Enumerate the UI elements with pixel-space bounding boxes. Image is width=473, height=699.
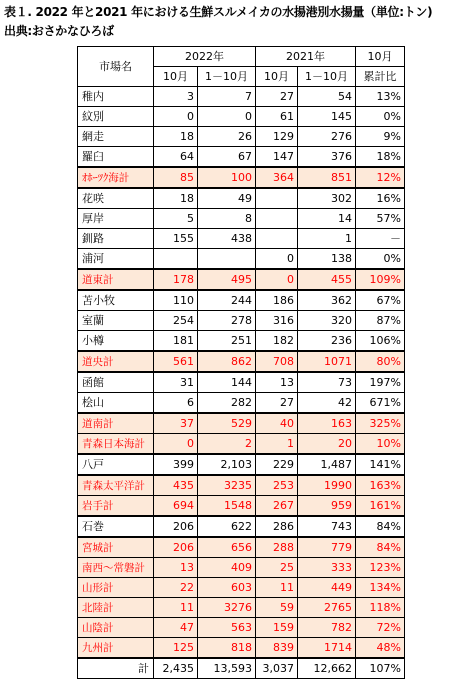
- ratio-cell: 57%: [356, 209, 405, 229]
- cum-2021-cell: 362: [298, 290, 356, 311]
- oct-2021-header: 10月: [256, 67, 298, 87]
- oct-2021-cell: 0: [256, 249, 298, 270]
- market-name-cell: 石巻: [78, 516, 154, 537]
- market-name-cell: 九州計: [78, 638, 154, 659]
- oct-2021-cell: 13: [256, 372, 298, 393]
- oct-2022-cell: 22: [154, 578, 198, 598]
- cum-2022-cell: 438: [198, 229, 256, 249]
- oct-2021-cell: 27: [256, 87, 298, 107]
- ratio-cell: 134%: [356, 578, 405, 598]
- oct-2021-cell: 316: [256, 311, 298, 331]
- source-note: 出典:おさかなひろば: [4, 24, 114, 38]
- cum-2021-cell: 145: [298, 107, 356, 127]
- oct-2021-cell: 27: [256, 393, 298, 414]
- oct-2022-cell: 6: [154, 393, 198, 414]
- cum-2022-cell: 282: [198, 393, 256, 414]
- cum-2022-cell: 862: [198, 351, 256, 372]
- cum-2022-cell: 622: [198, 516, 256, 537]
- cum-2022-cell: 2,103: [198, 454, 256, 475]
- cum-2021-cell: 743: [298, 516, 356, 537]
- october-ratio-header: 10月: [356, 47, 405, 67]
- table-row: [78, 372, 405, 393]
- oct-2021-cell: 61: [256, 107, 298, 127]
- ratio-cell: 141%: [356, 454, 405, 475]
- ratio-cell: 18%: [356, 147, 405, 168]
- subtotal-row: [78, 578, 405, 598]
- ratio-cell: 80%: [356, 351, 405, 372]
- oct-2022-cell: 18: [154, 127, 198, 147]
- table-row: [78, 454, 405, 475]
- cum-2021-cell: 163: [298, 413, 356, 434]
- cum-2021-cell: 449: [298, 578, 356, 598]
- market-name-cell: 網走: [78, 127, 154, 147]
- oct-2022-cell: 5: [154, 209, 198, 229]
- ratio-cell: 13%: [356, 87, 405, 107]
- market-name-cell: 道央計: [78, 351, 154, 372]
- cum-2021-cell: 779: [298, 537, 356, 558]
- cum-2022-cell: 244: [198, 290, 256, 311]
- oct-2021-cell: 159: [256, 618, 298, 638]
- ratio-cell: －: [356, 229, 405, 249]
- oct-2022-cell: 31: [154, 372, 198, 393]
- oct-2022-cell: 3: [154, 87, 198, 107]
- cum-2021-cell: 42: [298, 393, 356, 414]
- ratio-cell: 325%: [356, 413, 405, 434]
- table-row: [78, 516, 405, 537]
- cum-2021-cell: 455: [298, 269, 356, 290]
- table-row: [78, 290, 405, 311]
- oct-2021-cell: 229: [256, 454, 298, 475]
- market-name-cell: 北陸計: [78, 598, 154, 618]
- oct-2021-cell: 182: [256, 331, 298, 352]
- oct-2022-cell: 435: [154, 475, 198, 496]
- market-name-cell: ｵﾎｰﾂｸ海計: [78, 167, 154, 188]
- market-name-cell: 山形計: [78, 578, 154, 598]
- market-name-cell: 室蘭: [78, 311, 154, 331]
- ratio-cell: 0%: [356, 249, 405, 270]
- table-row: [78, 87, 405, 107]
- oct-2022-cell: 254: [154, 311, 198, 331]
- ratio-cell: 16%: [356, 188, 405, 209]
- subtotal-row: [78, 167, 405, 188]
- cum-2022-cell: 144: [198, 372, 256, 393]
- ratio-cell: 84%: [356, 516, 405, 537]
- oct-2021-cell: [256, 188, 298, 209]
- oct-2022-cell: 64: [154, 147, 198, 168]
- market-name-cell: 花咲: [78, 188, 154, 209]
- cum-2022-cell: 2: [198, 434, 256, 455]
- ratio-cell: 0%: [356, 107, 405, 127]
- cum-2022-cell: 7: [198, 87, 256, 107]
- cum-2021-cell: 14: [298, 209, 356, 229]
- market-name-cell: 青森日本海計: [78, 434, 154, 455]
- cum-2022-cell: 13,593: [198, 658, 256, 679]
- cum-2021-cell: 782: [298, 618, 356, 638]
- ratio-cell: 67%: [356, 290, 405, 311]
- ratio-cell: 12%: [356, 167, 405, 188]
- oct-2021-cell: 253: [256, 475, 298, 496]
- cum-2022-cell: 49: [198, 188, 256, 209]
- market-name-cell: 道南計: [78, 413, 154, 434]
- market-name-cell: 浦河: [78, 249, 154, 270]
- oct-2022-cell: 110: [154, 290, 198, 311]
- cum-2021-cell: 236: [298, 331, 356, 352]
- oct-2022-cell: 694: [154, 496, 198, 517]
- cum-2021-cell: 333: [298, 558, 356, 578]
- market-name-cell: 南西～常磐計: [78, 558, 154, 578]
- oct-2021-cell: 147: [256, 147, 298, 168]
- cum-2022-cell: 67: [198, 147, 256, 168]
- market-header: 市場名: [78, 47, 154, 87]
- ratio-cell: 10%: [356, 434, 405, 455]
- oct-2021-cell: 186: [256, 290, 298, 311]
- cum-2021-cell: 1714: [298, 638, 356, 659]
- oct-2022-cell: 155: [154, 229, 198, 249]
- oct-2022-cell: 0: [154, 434, 198, 455]
- table-row: [78, 188, 405, 209]
- landing-volume-table: [77, 46, 405, 679]
- oct-2021-cell: 286: [256, 516, 298, 537]
- ratio-cell: 109%: [356, 269, 405, 290]
- oct-2022-cell: 11: [154, 598, 198, 618]
- cumulative-ratio-header: 累計比: [356, 67, 405, 87]
- cum-2021-cell: 376: [298, 147, 356, 168]
- cum-2021-cell: 1,487: [298, 454, 356, 475]
- ratio-cell: 161%: [356, 496, 405, 517]
- cum-2021-cell: 1: [298, 229, 356, 249]
- cum-2021-cell: 138: [298, 249, 356, 270]
- ratio-cell: 72%: [356, 618, 405, 638]
- cum-2022-cell: 8: [198, 209, 256, 229]
- table-row: [78, 249, 405, 270]
- year-2022-header: 2022年: [154, 47, 256, 67]
- cum-2022-cell: 603: [198, 578, 256, 598]
- oct-2022-cell: [154, 249, 198, 270]
- market-name-cell: 羅臼: [78, 147, 154, 168]
- market-name-cell: 函館: [78, 372, 154, 393]
- cum-2022-cell: 818: [198, 638, 256, 659]
- cum-2022-cell: 3276: [198, 598, 256, 618]
- table-row: [78, 127, 405, 147]
- cum-2021-cell: 73: [298, 372, 356, 393]
- market-name-cell: 山陰計: [78, 618, 154, 638]
- table-row: [78, 147, 405, 168]
- table-row: [78, 209, 405, 229]
- market-name-cell: 青森太平洋計: [78, 475, 154, 496]
- cum-2021-cell: 20: [298, 434, 356, 455]
- subtotal-row: [78, 618, 405, 638]
- ratio-cell: 671%: [356, 393, 405, 414]
- cum-2021-cell: 54: [298, 87, 356, 107]
- oct-2021-cell: 40: [256, 413, 298, 434]
- oct-2022-cell: 561: [154, 351, 198, 372]
- cum-2022-cell: 656: [198, 537, 256, 558]
- oct-2021-cell: 129: [256, 127, 298, 147]
- cum-2022-cell: 278: [198, 311, 256, 331]
- cum-2022-cell: 409: [198, 558, 256, 578]
- oct-2021-cell: [256, 229, 298, 249]
- subtotal-row: [78, 537, 405, 558]
- ratio-cell: 84%: [356, 537, 405, 558]
- ratio-cell: 197%: [356, 372, 405, 393]
- table-row: [78, 311, 405, 331]
- year-2021-header: 2021年: [256, 47, 356, 67]
- oct-2022-cell: 125: [154, 638, 198, 659]
- cum-2022-header: 1－10月: [198, 67, 256, 87]
- market-name-cell: 厚岸: [78, 209, 154, 229]
- oct-2022-cell: 0: [154, 107, 198, 127]
- market-name-cell: 宮城計: [78, 537, 154, 558]
- cum-2021-cell: 2765: [298, 598, 356, 618]
- cum-2022-cell: 1548: [198, 496, 256, 517]
- market-name-cell: 釧路: [78, 229, 154, 249]
- oct-2022-cell: 399: [154, 454, 198, 475]
- ratio-cell: 87%: [356, 311, 405, 331]
- oct-2022-cell: 206: [154, 516, 198, 537]
- ratio-cell: 163%: [356, 475, 405, 496]
- market-name-cell: 稚内: [78, 87, 154, 107]
- oct-2022-cell: 178: [154, 269, 198, 290]
- oct-2022-cell: 47: [154, 618, 198, 638]
- subtotal-row: [78, 351, 405, 372]
- oct-2021-cell: 839: [256, 638, 298, 659]
- cum-2022-cell: 529: [198, 413, 256, 434]
- table-row: [78, 229, 405, 249]
- cum-2022-cell: 26: [198, 127, 256, 147]
- total-row: [78, 658, 405, 679]
- ratio-cell: 123%: [356, 558, 405, 578]
- oct-2021-cell: 11: [256, 578, 298, 598]
- subtotal-row: [78, 475, 405, 496]
- oct-2022-header: 10月: [154, 67, 198, 87]
- cum-2021-cell: 1071: [298, 351, 356, 372]
- cum-2022-cell: 251: [198, 331, 256, 352]
- oct-2022-cell: 206: [154, 537, 198, 558]
- ratio-cell: 118%: [356, 598, 405, 618]
- oct-2021-cell: [256, 209, 298, 229]
- cum-2022-cell: 563: [198, 618, 256, 638]
- cum-2021-cell: 276: [298, 127, 356, 147]
- subtotal-row: [78, 558, 405, 578]
- market-name-cell: 道東計: [78, 269, 154, 290]
- cum-2022-cell: 495: [198, 269, 256, 290]
- market-name-cell: 紋別: [78, 107, 154, 127]
- market-name-cell: 桧山: [78, 393, 154, 414]
- oct-2022-cell: 13: [154, 558, 198, 578]
- market-name-cell: 苫小牧: [78, 290, 154, 311]
- market-name-cell: 計: [78, 658, 154, 679]
- market-name-cell: 小樽: [78, 331, 154, 352]
- oct-2022-cell: 18: [154, 188, 198, 209]
- cum-2021-cell: 959: [298, 496, 356, 517]
- oct-2021-cell: 1: [256, 434, 298, 455]
- oct-2021-cell: 708: [256, 351, 298, 372]
- subtotal-row: [78, 496, 405, 517]
- ratio-cell: 9%: [356, 127, 405, 147]
- ratio-cell: 106%: [356, 331, 405, 352]
- table-row: [78, 393, 405, 414]
- table-row: [78, 107, 405, 127]
- subtotal-row: [78, 413, 405, 434]
- cum-2022-cell: 0: [198, 107, 256, 127]
- table-title: 表１. 2022 年と2021 年における生鮮スルメイカの水揚港別水揚量（単位:トン): [4, 5, 433, 19]
- cum-2021-cell: 320: [298, 311, 356, 331]
- market-name-cell: 八戸: [78, 454, 154, 475]
- ratio-cell: 48%: [356, 638, 405, 659]
- subtotal-row: [78, 434, 405, 455]
- cum-2021-cell: 851: [298, 167, 356, 188]
- cum-2021-cell: 12,662: [298, 658, 356, 679]
- cum-2022-cell: 3235: [198, 475, 256, 496]
- oct-2021-cell: 25: [256, 558, 298, 578]
- oct-2021-cell: 288: [256, 537, 298, 558]
- cum-2021-cell: 1990: [298, 475, 356, 496]
- subtotal-row: [78, 598, 405, 618]
- oct-2021-cell: 364: [256, 167, 298, 188]
- market-name-cell: 岩手計: [78, 496, 154, 517]
- cum-2021-cell: 302: [298, 188, 356, 209]
- ratio-cell: 107%: [356, 658, 405, 679]
- table-row: [78, 331, 405, 352]
- oct-2022-cell: 2,435: [154, 658, 198, 679]
- oct-2021-cell: 59: [256, 598, 298, 618]
- oct-2021-cell: 0: [256, 269, 298, 290]
- oct-2022-cell: 37: [154, 413, 198, 434]
- oct-2022-cell: 181: [154, 331, 198, 352]
- oct-2021-cell: 267: [256, 496, 298, 517]
- cum-2022-cell: 100: [198, 167, 256, 188]
- table-body: [78, 87, 405, 679]
- cum-2022-cell: [198, 249, 256, 270]
- cum-2021-header: 1－10月: [298, 67, 356, 87]
- oct-2021-cell: 3,037: [256, 658, 298, 679]
- subtotal-row: [78, 638, 405, 659]
- oct-2022-cell: 85: [154, 167, 198, 188]
- subtotal-row: [78, 269, 405, 290]
